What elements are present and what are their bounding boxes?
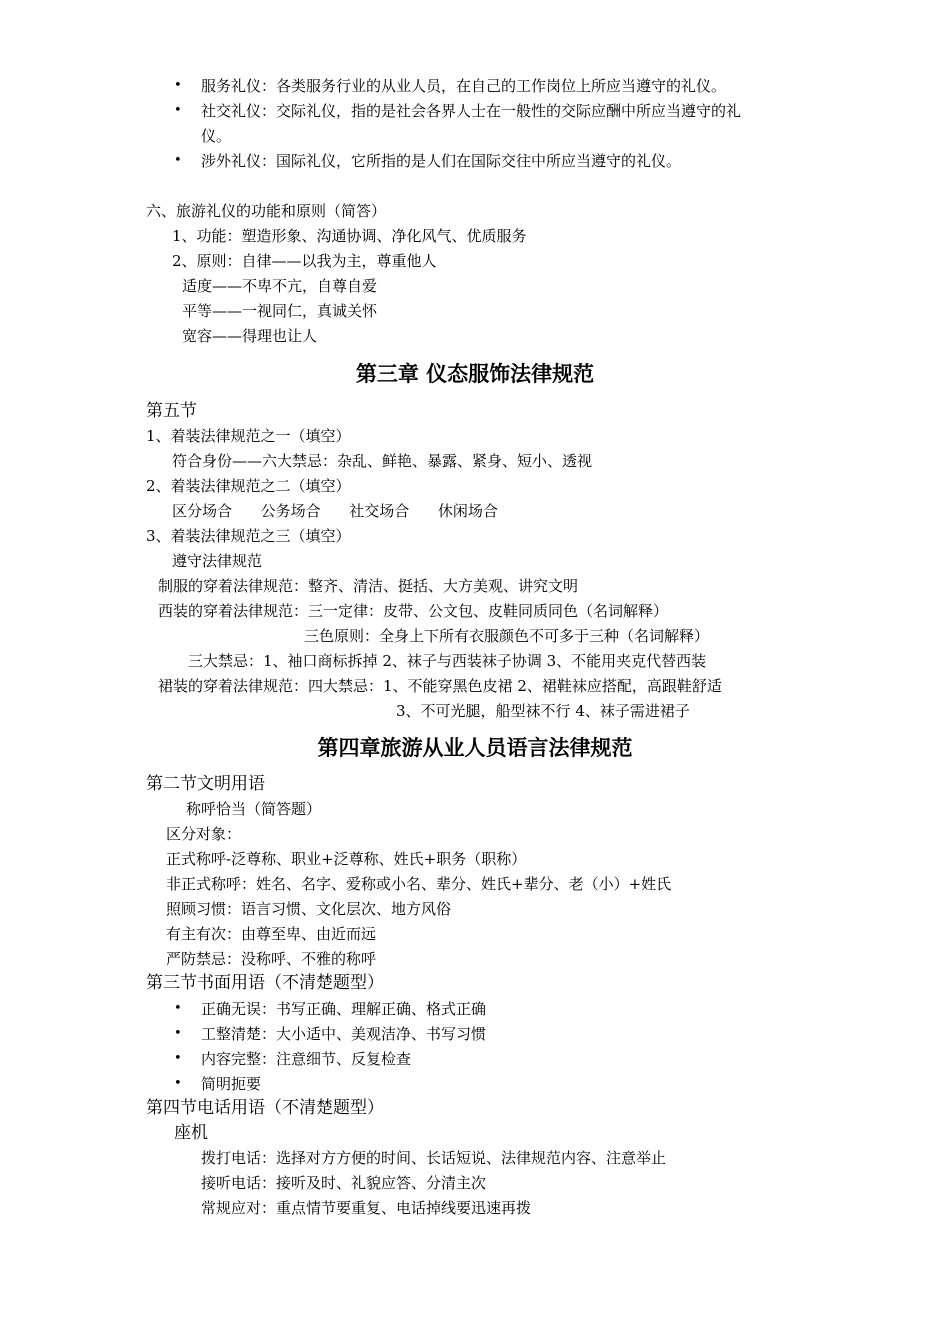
section-heading: 第三节书面用语（不清楚题型） <box>146 973 384 993</box>
text-line: 3、着装法律规范之三（填空） <box>146 527 351 545</box>
text-line: 遵守法律规范 <box>172 552 263 570</box>
text-line: 2、着装法律规范之二（填空） <box>146 477 351 495</box>
text-line: 平等——一视同仁，真诚关怀 <box>182 302 378 320</box>
bullet-icon: • <box>174 153 182 168</box>
bullet-icon: • <box>174 1001 182 1016</box>
text-line: 三色原则：全身上下所有衣服颜色不可多于三种（名词解释） <box>304 627 710 645</box>
text-line: 裙装的穿着法律规范：四大禁忌：1、不能穿黑色皮裙 2、裙鞋袜应搭配，高跟鞋舒适 <box>158 677 722 695</box>
text-line: 适度——不卑不亢，自尊自爱 <box>182 277 378 295</box>
section-heading: 第四节电话用语（不清楚题型） <box>146 1098 384 1118</box>
list-item-continuation: 仪。 <box>201 127 232 145</box>
list-item: 正确无误：书写正确、理解正确、格式正确 <box>201 1000 487 1018</box>
chapter-title: 第四章旅游从业人员语言法律规范 <box>317 736 633 760</box>
text-line: 座机 <box>174 1123 208 1143</box>
bullet-icon: • <box>174 103 182 118</box>
text-line: 西装的穿着法律规范：三一定律：皮带、公文包、皮鞋同质同色（名词解释） <box>158 602 669 620</box>
text-line: 区分场合 公务场合 社交场合 休闲场合 <box>172 502 498 520</box>
chapter-title: 第三章 仪态服饰法律规范 <box>355 362 595 386</box>
text-line: 1、着装法律规范之一（填空） <box>146 427 351 445</box>
bullet-icon: • <box>174 78 182 93</box>
text-line: 照顾习惯：语言习惯、文化层次、地方风俗 <box>166 900 452 918</box>
text-line: 拨打电话：选择对方方便的时间、长话短说、法律规范内容、注意举止 <box>201 1149 667 1167</box>
section-heading: 六、旅游礼仪的功能和原则（简答） <box>146 202 387 220</box>
text-line: 宽容——得理也让人 <box>182 327 318 345</box>
list-item: 内容完整：注意细节、反复检查 <box>201 1050 412 1068</box>
text-line: 1、功能：塑造形象、沟通协调、净化风气、优质服务 <box>172 227 527 245</box>
text-line: 符合身份——六大禁忌：杂乱、鲜艳、暴露、紧身、短小、透视 <box>172 452 593 470</box>
text-line: 三大禁忌：1、袖口商标拆掉 2、袜子与西装袜子协调 3、不能用夹克代替西装 <box>188 652 707 670</box>
text-line: 区分对象： <box>166 825 242 843</box>
text-line: 制服的穿着法律规范：整齐、清洁、挺括、大方美观、讲究文明 <box>158 577 579 595</box>
text-line: 常规应对：重点情节要重复、电话掉线要迅速再拨 <box>201 1199 532 1217</box>
text-line: 3、不可光腿，船型袜不行 4、袜子需进裙子 <box>396 702 690 720</box>
section-heading: 第二节文明用语 <box>146 774 265 794</box>
list-item: 简明扼要 <box>201 1075 262 1093</box>
text-line: 有主有次：由尊至卑、由近而远 <box>166 925 377 943</box>
list-item: 工整清楚：大小适中、美观洁净、书写习惯 <box>201 1025 487 1043</box>
list-item: 服务礼仪：各类服务行业的从业人员，在自己的工作岗位上所应当遵守的礼仪。 <box>201 77 727 95</box>
section-heading: 第五节 <box>146 401 197 421</box>
text-line: 非正式称呼：姓名、名字、爱称或小名、辈分、姓氏+辈分、老（小）+姓氏 <box>166 875 672 893</box>
bullet-icon: • <box>174 1076 182 1091</box>
text-line: 接听电话：接听及时、礼貌应答、分清主次 <box>201 1174 487 1192</box>
bullet-icon: • <box>174 1026 182 1041</box>
list-item: 社交礼仪：交际礼仪，指的是社会各界人士在一般性的交际应酬中所应当遵守的礼 <box>201 102 742 120</box>
text-line: 严防禁忌：没称呼、不雅的称呼 <box>166 950 377 968</box>
text-line: 正式称呼-泛尊称、职业+泛尊称、姓氏+职务（职称） <box>166 850 527 868</box>
list-item: 涉外礼仪：国际礼仪，它所指的是人们在国际交往中所应当遵守的礼仪。 <box>201 152 682 170</box>
bullet-icon: • <box>174 1051 182 1066</box>
text-line: 2、原则：自律——以我为主，尊重他人 <box>172 252 437 270</box>
text-line: 称呼恰当（简答题） <box>186 800 322 818</box>
